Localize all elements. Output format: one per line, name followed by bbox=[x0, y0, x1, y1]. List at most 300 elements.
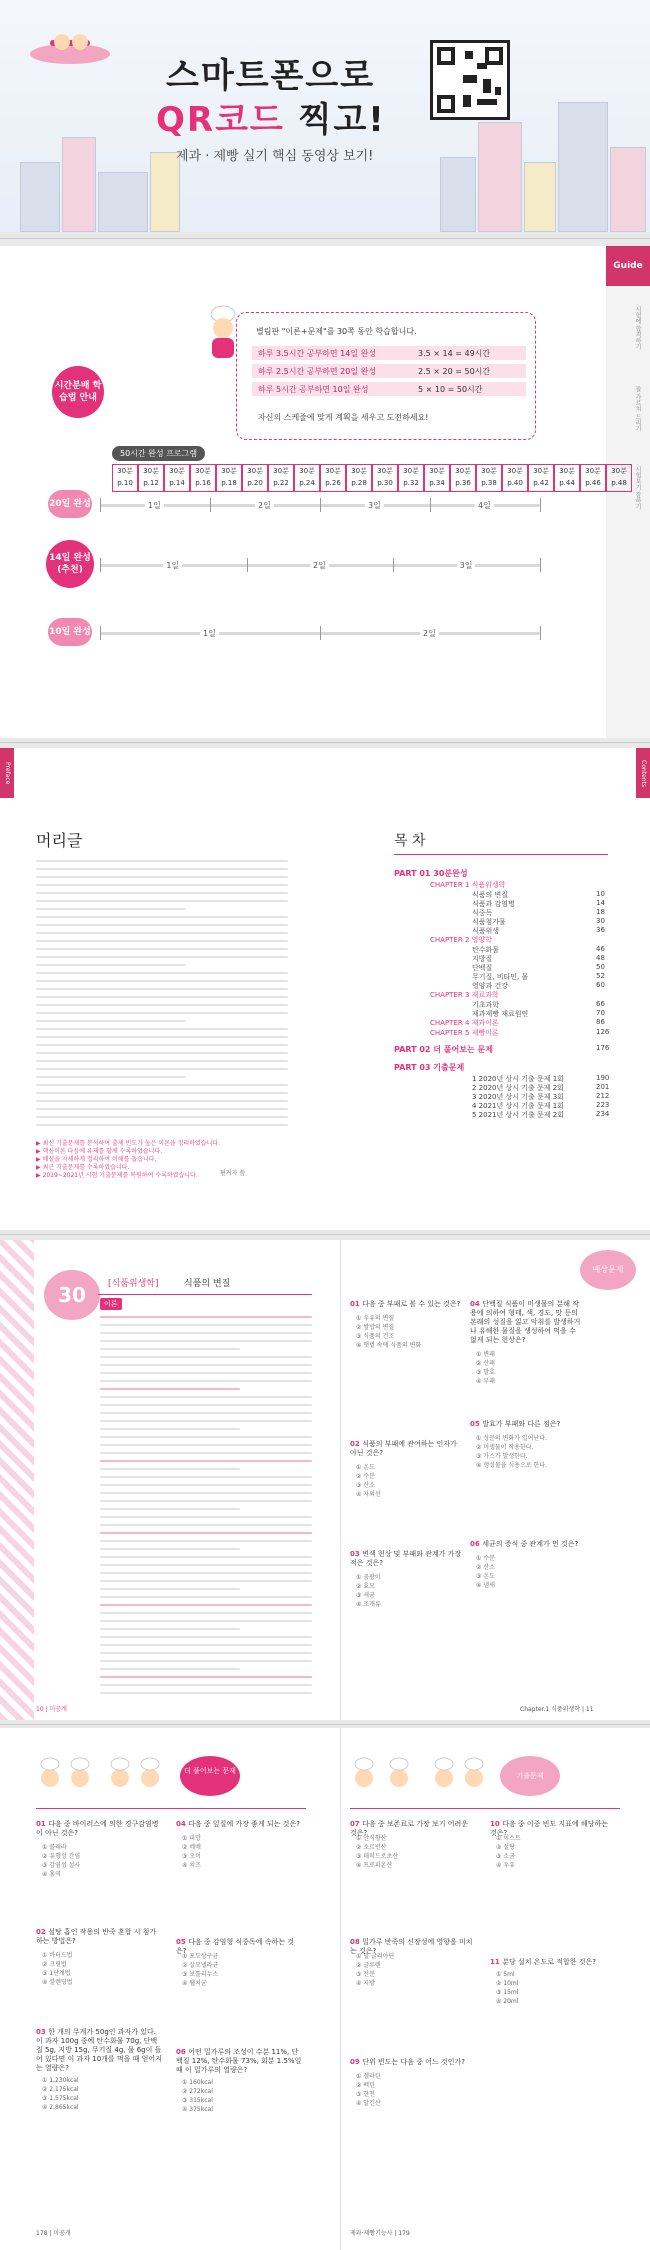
slot-page: p.30 bbox=[377, 479, 393, 487]
answer-option[interactable]: ① 이스트 bbox=[496, 1835, 521, 1842]
track-day: 2일 bbox=[310, 560, 329, 571]
text-line bbox=[36, 1044, 288, 1046]
toc-item[interactable]: 지방질 bbox=[472, 955, 493, 963]
text-line bbox=[100, 1388, 240, 1390]
answer-option[interactable]: ③ 가스가 발생한다. bbox=[476, 1453, 528, 1460]
question-number: 07 bbox=[350, 1820, 363, 1828]
answer-option[interactable]: ③ 감염성 설사 bbox=[42, 1862, 81, 1869]
answer-option[interactable]: ④ 부패 bbox=[476, 1378, 495, 1385]
toc-chapter[interactable]: CHAPTER 1 식품위생학 bbox=[430, 881, 506, 889]
slot-label: 30분 bbox=[585, 467, 601, 475]
answer-option[interactable]: ② 설탕 bbox=[496, 1844, 515, 1851]
building-shape bbox=[440, 157, 476, 232]
toc-page: 14 bbox=[596, 899, 605, 907]
question-text: 식품의 부패에 관여하는 인자가 아닌 것은? bbox=[350, 1440, 457, 1457]
text-line bbox=[100, 1660, 312, 1662]
answer-option[interactable]: ③ 315kcal bbox=[182, 2097, 213, 2104]
chefs-illustration bbox=[344, 1748, 494, 1802]
text-line bbox=[36, 916, 288, 918]
text-line bbox=[100, 1492, 312, 1494]
right-tag: 기출문제 bbox=[500, 1756, 560, 1796]
track-badge: 10일 완성 bbox=[48, 618, 92, 646]
answer-option[interactable]: ② 쌀밥의 변질 bbox=[356, 1324, 395, 1331]
toc-item[interactable]: 3 2020년 상시 기출 문제 3회 bbox=[472, 1093, 564, 1101]
slot-page: p.12 bbox=[143, 479, 159, 487]
text-line bbox=[36, 892, 288, 894]
toc-page: 234 bbox=[596, 1110, 610, 1118]
highlight-item: ▶ 최근 기출문제를 수록하였습니다. bbox=[36, 1164, 130, 1171]
text-line bbox=[100, 1428, 240, 1430]
answer-option[interactable]: ② 2,175kcal bbox=[42, 2086, 79, 2093]
slot-label: 30분 bbox=[533, 467, 549, 475]
study-slot[interactable] bbox=[398, 464, 424, 492]
text-line bbox=[36, 980, 288, 982]
answer-option[interactable]: ④ 지방 bbox=[356, 1980, 375, 1987]
preface-page bbox=[0, 748, 650, 1230]
toc-page: 46 bbox=[596, 945, 605, 953]
slot-page: p.28 bbox=[351, 479, 367, 487]
toc-item[interactable]: 1 2020년 상시 기출 문제 1회 bbox=[472, 1075, 564, 1083]
slot-page: p.10 bbox=[117, 479, 133, 487]
toc-chapter[interactable]: CHAPTER 5 제빵이론 bbox=[430, 1029, 499, 1037]
track-tick bbox=[100, 558, 101, 572]
answer-option[interactable]: ④ 프로피온산 bbox=[356, 1862, 393, 1869]
track-day: 3일 bbox=[365, 500, 384, 511]
toc-item[interactable]: 기초과학 bbox=[472, 1001, 500, 1009]
toc-chapter[interactable]: CHAPTER 2 영양학 bbox=[430, 936, 492, 944]
right-tag: 예상문제 bbox=[580, 1250, 636, 1290]
text-line bbox=[100, 1452, 312, 1454]
toc-page: 36 bbox=[596, 926, 605, 934]
toc-item[interactable]: 식품첨가물 bbox=[472, 918, 506, 926]
answer-option[interactable]: ④ 웰치균 bbox=[182, 1980, 207, 1987]
answer-option[interactable]: ③ 소금 bbox=[496, 1853, 515, 1860]
text-line bbox=[100, 1524, 312, 1526]
study-slot[interactable] bbox=[242, 464, 268, 492]
text-line bbox=[100, 1356, 312, 1358]
question-number: 06 bbox=[470, 1540, 483, 1548]
question-number: 01 bbox=[36, 1820, 49, 1828]
study-slot[interactable] bbox=[216, 464, 242, 492]
study-slot[interactable] bbox=[372, 464, 398, 492]
answer-option[interactable]: ① 안식향산 bbox=[356, 1835, 387, 1842]
qr-word: QR코드 bbox=[156, 100, 285, 140]
answer-option[interactable]: ② 효모 bbox=[356, 1583, 375, 1590]
question-number: 06 bbox=[176, 2048, 189, 2056]
text-line bbox=[100, 1612, 312, 1614]
question bbox=[36, 2028, 162, 2073]
toc-item[interactable]: 식품의 변질 bbox=[472, 891, 509, 899]
lesson-number: 30 bbox=[44, 1270, 100, 1320]
preface-heading: 머리글 bbox=[36, 831, 83, 850]
text-line bbox=[100, 1516, 312, 1518]
text-line bbox=[36, 1004, 288, 1006]
answer-option[interactable]: ④ 자외선 bbox=[356, 1491, 381, 1498]
text-line bbox=[36, 1020, 186, 1022]
track-tick bbox=[320, 498, 321, 512]
toc-item[interactable]: 탄수화물 bbox=[472, 946, 500, 954]
answer-option[interactable]: ③ 세균 bbox=[356, 1592, 375, 1599]
text-line bbox=[36, 1052, 288, 1054]
preface-author: 편저자 씀 bbox=[220, 1170, 246, 1177]
answer-option[interactable]: ① 콜레라 bbox=[42, 1844, 67, 1851]
answer-option[interactable]: ④ 냄새 bbox=[476, 1582, 495, 1589]
text-line bbox=[100, 1476, 312, 1478]
question-number: 04 bbox=[470, 1300, 483, 1308]
qr-code-icon[interactable] bbox=[430, 40, 510, 120]
slot-label: 30분 bbox=[221, 467, 237, 475]
question-number: 02 bbox=[36, 1928, 49, 1936]
study-slot[interactable] bbox=[320, 464, 346, 492]
answer-option[interactable]: ④ 조개류 bbox=[356, 1601, 381, 1608]
building-shape bbox=[150, 152, 180, 232]
study-slot[interactable] bbox=[112, 464, 138, 492]
answer-option[interactable]: ① 바터드법 bbox=[42, 1952, 73, 1959]
left-footer: 10 | 미공개 bbox=[36, 1706, 67, 1713]
answer-option[interactable]: ① 온도 bbox=[356, 1464, 375, 1471]
text-line bbox=[100, 1596, 312, 1598]
question bbox=[350, 1550, 462, 1568]
study-slot[interactable] bbox=[346, 464, 372, 492]
study-slot[interactable] bbox=[164, 464, 190, 492]
slot-page: p.44 bbox=[559, 479, 575, 487]
side-note: 시험에 합격하기 bbox=[634, 306, 641, 350]
answer-option[interactable]: ① 곰팡이 bbox=[356, 1574, 381, 1581]
study-slot[interactable] bbox=[450, 464, 476, 492]
text-line bbox=[36, 1036, 288, 1038]
toc-item[interactable]: 2 2020년 상시 기출 문제 2회 bbox=[472, 1084, 564, 1092]
text-line bbox=[36, 860, 288, 862]
answer-option[interactable]: ③ 발효 bbox=[476, 1369, 495, 1376]
text-line bbox=[100, 1508, 240, 1510]
banner-subtitle: 제과 · 제빵 실기 핵심 동영상 보기! bbox=[176, 149, 374, 164]
text-line bbox=[36, 1100, 288, 1102]
question-text: 변색 현상 및 부패와 관계가 가장 적은 것은? bbox=[350, 1550, 462, 1567]
answer-option[interactable]: ③ 1,575kcal bbox=[42, 2095, 79, 2102]
toc-page: 10 bbox=[596, 890, 605, 898]
toc-part[interactable]: PART 01 30분완성 bbox=[394, 869, 468, 878]
slot-page: p.48 bbox=[611, 479, 627, 487]
question bbox=[176, 2048, 302, 2075]
text-line bbox=[36, 972, 288, 974]
slot-label: 30분 bbox=[143, 467, 159, 475]
answer-option[interactable]: ④ 20ml bbox=[496, 1998, 519, 2005]
study-slot[interactable] bbox=[580, 464, 606, 492]
text-line bbox=[36, 900, 288, 902]
answer-option[interactable]: ② 수분 bbox=[356, 1473, 375, 1480]
study-slot[interactable] bbox=[606, 464, 632, 492]
left-pattern bbox=[0, 1240, 34, 1720]
text-line bbox=[100, 1628, 240, 1630]
answer-option[interactable]: ② 소르빈산 bbox=[356, 1844, 387, 1851]
answer-option[interactable]: ③ 한천 bbox=[356, 2091, 375, 2098]
guide-closing: 자신의 스케줄에 맞게 계획을 세우고 도전하세요! bbox=[258, 413, 429, 422]
answer-option[interactable]: ③ 산소 bbox=[356, 1482, 375, 1489]
toc-part[interactable]: PART 02 더 풀어보는 문제 bbox=[394, 1045, 493, 1054]
qr-banner bbox=[0, 0, 650, 232]
answer-option[interactable]: ③ 보툴리누스 bbox=[182, 1971, 219, 1978]
spread-gutter bbox=[340, 1240, 341, 1720]
slot-label: 30분 bbox=[481, 467, 497, 475]
answer-option[interactable]: ① 160kcal bbox=[182, 2079, 213, 2086]
answer-option[interactable]: ② 메메 bbox=[182, 1844, 201, 1851]
track-day: 4일 bbox=[475, 500, 494, 511]
answer-option[interactable]: ③ 오이 bbox=[182, 1853, 201, 1860]
slot-page: p.22 bbox=[273, 479, 289, 487]
section-chip: 이론 bbox=[100, 1298, 122, 1310]
slot-label: 30분 bbox=[273, 467, 289, 475]
text-line bbox=[100, 1444, 312, 1446]
toc-page: 190 bbox=[596, 1074, 610, 1082]
text-line bbox=[100, 1500, 312, 1502]
toc-page: 66 bbox=[596, 1000, 605, 1008]
highlight-item: ▶ 최신 기출문제를 분석하여 출제 빈도가 높은 이론을 정리하였습니다. bbox=[36, 1140, 221, 1147]
study-slot[interactable] bbox=[268, 464, 294, 492]
right-footer: 제과·제빵기능사 | 179 bbox=[350, 2230, 410, 2237]
toc-item[interactable]: 식중독 bbox=[472, 909, 493, 917]
slot-label: 30분 bbox=[611, 467, 627, 475]
toc-page: 223 bbox=[596, 1101, 610, 1109]
toc-item[interactable]: 식품위생 bbox=[472, 927, 500, 935]
toc-page: 70 bbox=[596, 1009, 605, 1017]
text-line bbox=[100, 1412, 312, 1414]
text-line bbox=[100, 1644, 312, 1646]
text-line bbox=[36, 1092, 288, 1094]
highlight-item: ▶ 2019~2021년 시험 기출문제를 복원하여 수록하였습니다. bbox=[36, 1172, 198, 1179]
question-text: 단위 빈도는 다음 중 어느 것인가? bbox=[362, 2058, 465, 2066]
question-text: 다음 중 부패로 볼 수 있는 것은? bbox=[362, 1300, 461, 1308]
left-footer: 178 | 미공개 bbox=[36, 2230, 71, 2237]
question-text: 설탕 흡인 작용의 반죽 혼합 시 첨가하는 방법은? bbox=[36, 1928, 157, 1945]
study-slot[interactable] bbox=[424, 464, 450, 492]
answer-option[interactable]: ① 밀 글리아딘 bbox=[356, 1953, 395, 1960]
slot-page: p.26 bbox=[325, 479, 341, 487]
slot-label: 30분 bbox=[195, 467, 211, 475]
text-line bbox=[36, 868, 288, 870]
text-line bbox=[36, 988, 288, 990]
answer-option[interactable]: ④ 블렌딩법 bbox=[42, 1979, 73, 1986]
slot-label: 30분 bbox=[247, 467, 263, 475]
track-day: 1일 bbox=[200, 628, 219, 639]
side-note: 시험보기 잘하기 bbox=[634, 466, 641, 510]
guide-badge: 시간분배 학습법 안내 bbox=[52, 366, 104, 418]
text-line bbox=[36, 948, 288, 950]
study-slot[interactable] bbox=[528, 464, 554, 492]
study-slot[interactable] bbox=[294, 464, 320, 492]
text-line bbox=[36, 1116, 288, 1118]
study-slot[interactable] bbox=[554, 464, 580, 492]
question-number: 03 bbox=[36, 2028, 49, 2036]
toc-page: 30 bbox=[596, 917, 605, 925]
banner-title-rest: 찍고! bbox=[284, 100, 386, 140]
quiz-rule bbox=[350, 1808, 620, 1809]
answer-option[interactable]: ② 10ml bbox=[496, 1980, 519, 1987]
toc-item[interactable]: 단백질 bbox=[472, 964, 493, 972]
text-line bbox=[100, 1468, 240, 1470]
text-line bbox=[100, 1676, 312, 1678]
toc-page: 60 bbox=[596, 981, 605, 989]
highlight-item: ▶ 핵심이론 다음에 유제를 함께 수록하였습니다. bbox=[36, 1148, 163, 1155]
answer-option[interactable]: ① 젤라틴 bbox=[356, 2073, 381, 2080]
guide-side-panel bbox=[606, 246, 650, 738]
question-number: 03 bbox=[350, 1550, 363, 1558]
track-tick bbox=[100, 626, 101, 640]
track-day: 3일 bbox=[457, 560, 476, 571]
lesson-topic: 식품의 변질 bbox=[184, 1279, 231, 1289]
answer-option[interactable]: ④ 2,865kcal bbox=[42, 2104, 79, 2111]
toc-page: 176 bbox=[596, 1044, 610, 1052]
text-line bbox=[100, 1340, 312, 1342]
text-line bbox=[100, 1572, 312, 1574]
answer-option[interactable]: ④ 치즈 bbox=[182, 1862, 201, 1869]
guide-tab[interactable]: Guide bbox=[606, 246, 650, 286]
answer-option[interactable]: ③ 데히드로초산 bbox=[356, 1853, 399, 1860]
track-day: 1일 bbox=[145, 500, 164, 511]
question-number: 02 bbox=[350, 1440, 363, 1448]
banner-title-line2 bbox=[156, 92, 386, 141]
text-line bbox=[36, 1084, 288, 1086]
text-line bbox=[36, 908, 186, 910]
answer-option[interactable]: ① 포도상구균 bbox=[182, 1953, 219, 1960]
answer-option[interactable]: ③ 식품의 건조 bbox=[356, 1333, 395, 1340]
answer-option[interactable]: ④ 햇볕 속에 식품의 변화 bbox=[356, 1342, 422, 1349]
building-shape bbox=[524, 162, 556, 232]
text-line bbox=[100, 1532, 312, 1534]
lesson-spread bbox=[0, 1240, 650, 1720]
toc-item[interactable]: 무기질, 비타민, 물 bbox=[472, 973, 529, 981]
toc-item[interactable]: 영양과 건강 bbox=[472, 982, 509, 990]
study-slot[interactable] bbox=[138, 464, 164, 492]
track-tick bbox=[540, 498, 541, 512]
toc-page: 52 bbox=[596, 972, 605, 980]
question bbox=[36, 1928, 162, 1946]
question-number: 08 bbox=[350, 1938, 363, 1946]
answer-option[interactable]: ② 272kcal bbox=[182, 2088, 213, 2095]
question-number: 09 bbox=[350, 2058, 363, 2066]
airplane-illustration bbox=[20, 20, 120, 80]
slot-label: 30분 bbox=[117, 467, 133, 475]
answer-option[interactable]: ① 변패 bbox=[476, 1351, 495, 1358]
text-line bbox=[36, 956, 288, 958]
answer-option[interactable]: ② 살모넬라균 bbox=[182, 1962, 219, 1969]
text-line bbox=[100, 1692, 312, 1694]
building-shape bbox=[610, 147, 646, 232]
answer-option[interactable]: ② 크림법 bbox=[42, 1961, 67, 1968]
answer-option[interactable]: ④ 375kcal bbox=[182, 2106, 213, 2113]
answer-option[interactable]: ④ 알긴산 bbox=[356, 2100, 381, 2107]
text-line bbox=[36, 964, 186, 966]
slot-page: p.40 bbox=[507, 479, 523, 487]
text-line bbox=[100, 1556, 312, 1558]
preface-tab[interactable]: Preface bbox=[0, 748, 14, 798]
question-text: 발효가 부패와 다른 점은? bbox=[482, 1420, 561, 1428]
track-tick bbox=[100, 498, 101, 512]
toc-item[interactable]: 식품과 감염병 bbox=[472, 900, 515, 908]
toc-item[interactable]: 4 2021년 상시 기출 문제 1회 bbox=[472, 1102, 564, 1110]
answer-option[interactable]: ③ 전분 bbox=[356, 1971, 375, 1978]
track-tick bbox=[320, 626, 321, 640]
question-text: 세균의 증식 중 관계가 먼 것은? bbox=[482, 1540, 579, 1548]
banner-title-line1: 스마트폰으로 bbox=[166, 56, 376, 96]
answer-option[interactable]: ① 5ml bbox=[496, 1971, 515, 1978]
text-line bbox=[100, 1668, 240, 1670]
answer-option[interactable]: ① 1,230kcal bbox=[42, 2077, 79, 2084]
question bbox=[470, 1420, 582, 1429]
text-line bbox=[100, 1372, 312, 1374]
right-footer: Chapter.1 식품위생학 | 11 bbox=[520, 1706, 594, 1713]
answer-option[interactable]: ② 산소 bbox=[476, 1564, 495, 1571]
program-title: 50시간 완성 프로그램 bbox=[112, 446, 205, 461]
question bbox=[490, 1958, 616, 1967]
toc-rule bbox=[394, 854, 608, 855]
text-line bbox=[100, 1636, 312, 1638]
question-text: 다음 중 잎질에 가장 좋게 되는 것은? bbox=[188, 1820, 300, 1828]
slot-label: 30분 bbox=[403, 467, 419, 475]
answer-option[interactable]: ① 수분 bbox=[476, 1555, 495, 1562]
question-number: 11 bbox=[490, 1958, 503, 1966]
answer-option[interactable]: ② 유행성 간염 bbox=[42, 1853, 81, 1860]
slot-page: p.16 bbox=[195, 479, 211, 487]
answer-option[interactable]: ② 미생물이 작용한다. bbox=[476, 1444, 534, 1451]
study-slot[interactable] bbox=[476, 464, 502, 492]
answer-option[interactable]: ④ 생성물을 식용으로 한다. bbox=[476, 1462, 547, 1469]
toc-item[interactable]: 5 2021년 상시 기출 문제 2회 bbox=[472, 1111, 564, 1119]
toc-heading: 목 차 bbox=[394, 833, 426, 849]
toc-chapter[interactable]: CHAPTER 4 제과이론 bbox=[430, 1019, 499, 1027]
answer-option[interactable]: ④ 홍역 bbox=[42, 1871, 61, 1878]
question-number: 05 bbox=[470, 1420, 483, 1428]
slot-label: 30분 bbox=[559, 467, 575, 475]
answer-option[interactable]: ③ 온도 bbox=[476, 1573, 495, 1580]
text-line bbox=[100, 1484, 312, 1486]
question-text: 다음 중 바이러스에 의한 경구감염병이 아닌 것은? bbox=[36, 1820, 159, 1837]
text-line bbox=[100, 1324, 312, 1326]
answer-option[interactable]: ④ 우유 bbox=[496, 1862, 515, 1869]
answer-option[interactable]: ② 글루텐 bbox=[356, 1962, 381, 1969]
track-day: 2일 bbox=[420, 628, 439, 639]
answer-option[interactable]: ① 우유의 변질 bbox=[356, 1315, 395, 1322]
question-number: 05 bbox=[176, 1938, 189, 1946]
text-line bbox=[36, 1108, 288, 1110]
text-line bbox=[100, 1620, 312, 1622]
toc-item[interactable]: 제과제빵 재료원연 bbox=[472, 1010, 529, 1018]
text-line bbox=[100, 1564, 312, 1566]
slot-page: p.46 bbox=[585, 479, 601, 487]
slot-page: p.36 bbox=[455, 479, 471, 487]
quiz-spread bbox=[0, 1728, 650, 2250]
text-line bbox=[100, 1380, 312, 1382]
question bbox=[176, 1820, 302, 1829]
left-tag: 더 풀어보는 문제 bbox=[180, 1756, 240, 1796]
answer-option[interactable]: ① 피망 bbox=[182, 1835, 201, 1842]
answer-option[interactable]: ③ 1단계법 bbox=[42, 1970, 71, 1977]
study-slot[interactable] bbox=[502, 464, 528, 492]
study-slot[interactable] bbox=[190, 464, 216, 492]
building-shape bbox=[558, 102, 608, 232]
answer-option[interactable]: ② 산패 bbox=[476, 1360, 495, 1367]
track-day: 1일 bbox=[163, 560, 182, 571]
toc-chapter[interactable]: CHAPTER 3 재료과학 bbox=[430, 991, 499, 999]
track-tick bbox=[210, 498, 211, 512]
text-line bbox=[36, 876, 288, 878]
question-text: 다음 중 감염형 식중독에 속하는 것은? bbox=[176, 1938, 294, 1955]
answer-option[interactable]: ③ 15ml bbox=[496, 1989, 519, 1996]
answer-option[interactable]: ② 펙틴 bbox=[356, 2082, 375, 2089]
answer-option[interactable]: ① 성분의 변화가 일어난다. bbox=[476, 1435, 547, 1442]
toc-part[interactable]: PART 03 기출문제 bbox=[394, 1063, 465, 1072]
track-tick bbox=[247, 558, 248, 572]
contents-tab[interactable]: Contents bbox=[636, 748, 650, 798]
